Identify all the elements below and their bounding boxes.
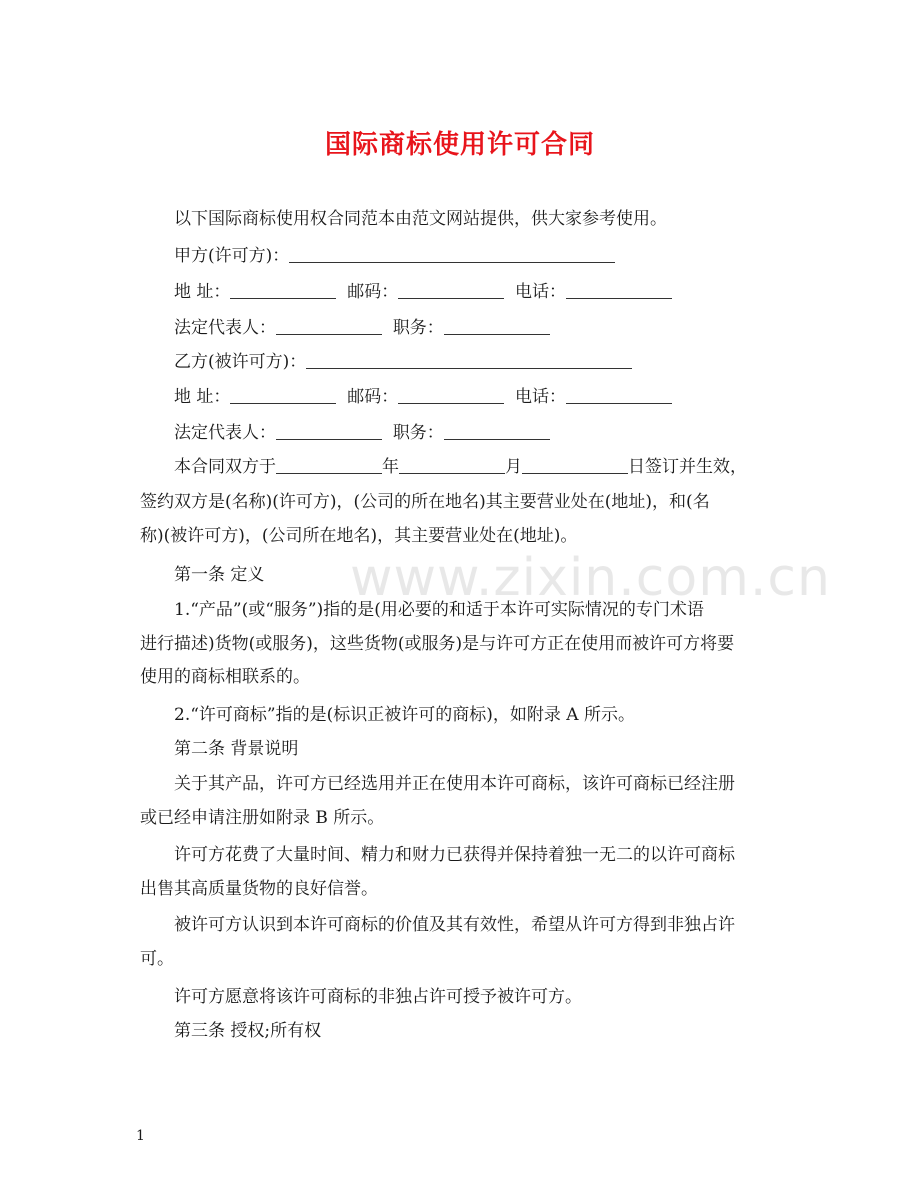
party-a-tel-label: 电话： [515,282,567,302]
party-b-address-label: 地 址： [174,387,231,407]
sign-month: 月 [505,457,522,477]
article-2-p1-line2: 或已经申请注册如附录 B 所示。 [140,808,385,828]
party-b-blank [306,352,632,369]
party-b-address-line [140,385,814,409]
article-1-p1-line3: 使用的商标相联系的。 [140,667,310,687]
article-2-p3-line2: 可。 [140,949,174,969]
sign-line-2: 签约双方是(名称)(许可方)，(公司的所在地名)其主要营业处在(地址)，和(名 [140,492,710,512]
watermark: www.zixin.com.cn [350,548,831,608]
party-a-label: 甲方(许可方)： [174,246,290,266]
blank [276,423,382,440]
article-3-heading: 第三条 授权;所有权 [174,1021,322,1041]
sign-line-3: 称)(被许可方)，(公司所在地名)，其主要营业处在(地址)。 [140,526,578,546]
blank [230,282,336,299]
party-a-line [140,244,814,268]
blank [566,387,672,404]
party-b-tel-label: 电话： [515,387,567,407]
article-1-heading: 第一条 定义 [174,565,265,585]
party-a-address-label: 地 址： [174,282,231,302]
party-a-zip-label: 邮码： [347,282,399,302]
sign-prefix: 本合同双方于 [174,457,276,477]
party-a-address-line [140,280,814,304]
document-title: 国际商标使用许可合同 [324,130,595,160]
party-a-rep-label: 法定代表人： [174,318,276,338]
intro-line: 以下国际商标使用权合同范本由范文网站提供，供大家参考使用。 [174,209,667,229]
sign-date-line [140,455,814,479]
party-a-blank [289,246,615,263]
article-2-heading: 第二条 背景说明 [174,739,299,759]
sign-year: 年 [382,457,399,477]
blank [398,282,504,299]
blank [566,282,672,299]
party-b-rep-label: 法定代表人： [174,423,276,443]
blank [444,423,550,440]
article-1-p2: 2.“许可商标”指的是(标识正被许可的商标)，如附录 A 所示。 [174,705,635,725]
party-b-zip-label: 邮码： [347,387,399,407]
article-2-p4: 许可方愿意将该许可商标的非独占许可授予被许可方。 [174,987,582,1007]
article-2-p2-line2: 出售其高质量货物的良好信誉。 [140,879,378,899]
party-b-position-label: 职务： [392,423,444,443]
article-1-p1-line1: 1.“产品”(或“服务”)指的是(用必要的和适于本许可实际情况的专门术语 [174,600,704,620]
day-blank [522,457,628,474]
article-2-p1-line1: 关于其产品，许可方已经选用并正在使用本许可商标，该许可商标已经注册 [174,774,735,794]
article-1-p1-line2: 进行描述)货物(或服务)，这些货物(或服务)是与许可方正在使用而被许可方将要 [140,634,735,654]
page-number: 1 [136,1128,145,1144]
sign-suffix: 日签订并生效， [628,457,747,477]
blank [398,387,504,404]
party-a-position-label: 职务： [392,318,444,338]
year-blank [276,457,382,474]
article-2-p3-line1: 被许可方认识到本许可商标的价值及其有效性，希望从许可方得到非独占许 [174,915,735,935]
blank [230,387,336,404]
party-b-label: 乙方(被许可方)： [174,352,307,372]
blank [276,318,382,335]
party-b-line [140,350,814,374]
blank [444,318,550,335]
party-b-rep-line [140,421,814,445]
month-blank [399,457,505,474]
party-a-rep-line [140,316,814,340]
article-2-p2-line1: 许可方花费了大量时间、精力和财力已获得并保持着独一无二的以许可商标 [174,845,735,865]
